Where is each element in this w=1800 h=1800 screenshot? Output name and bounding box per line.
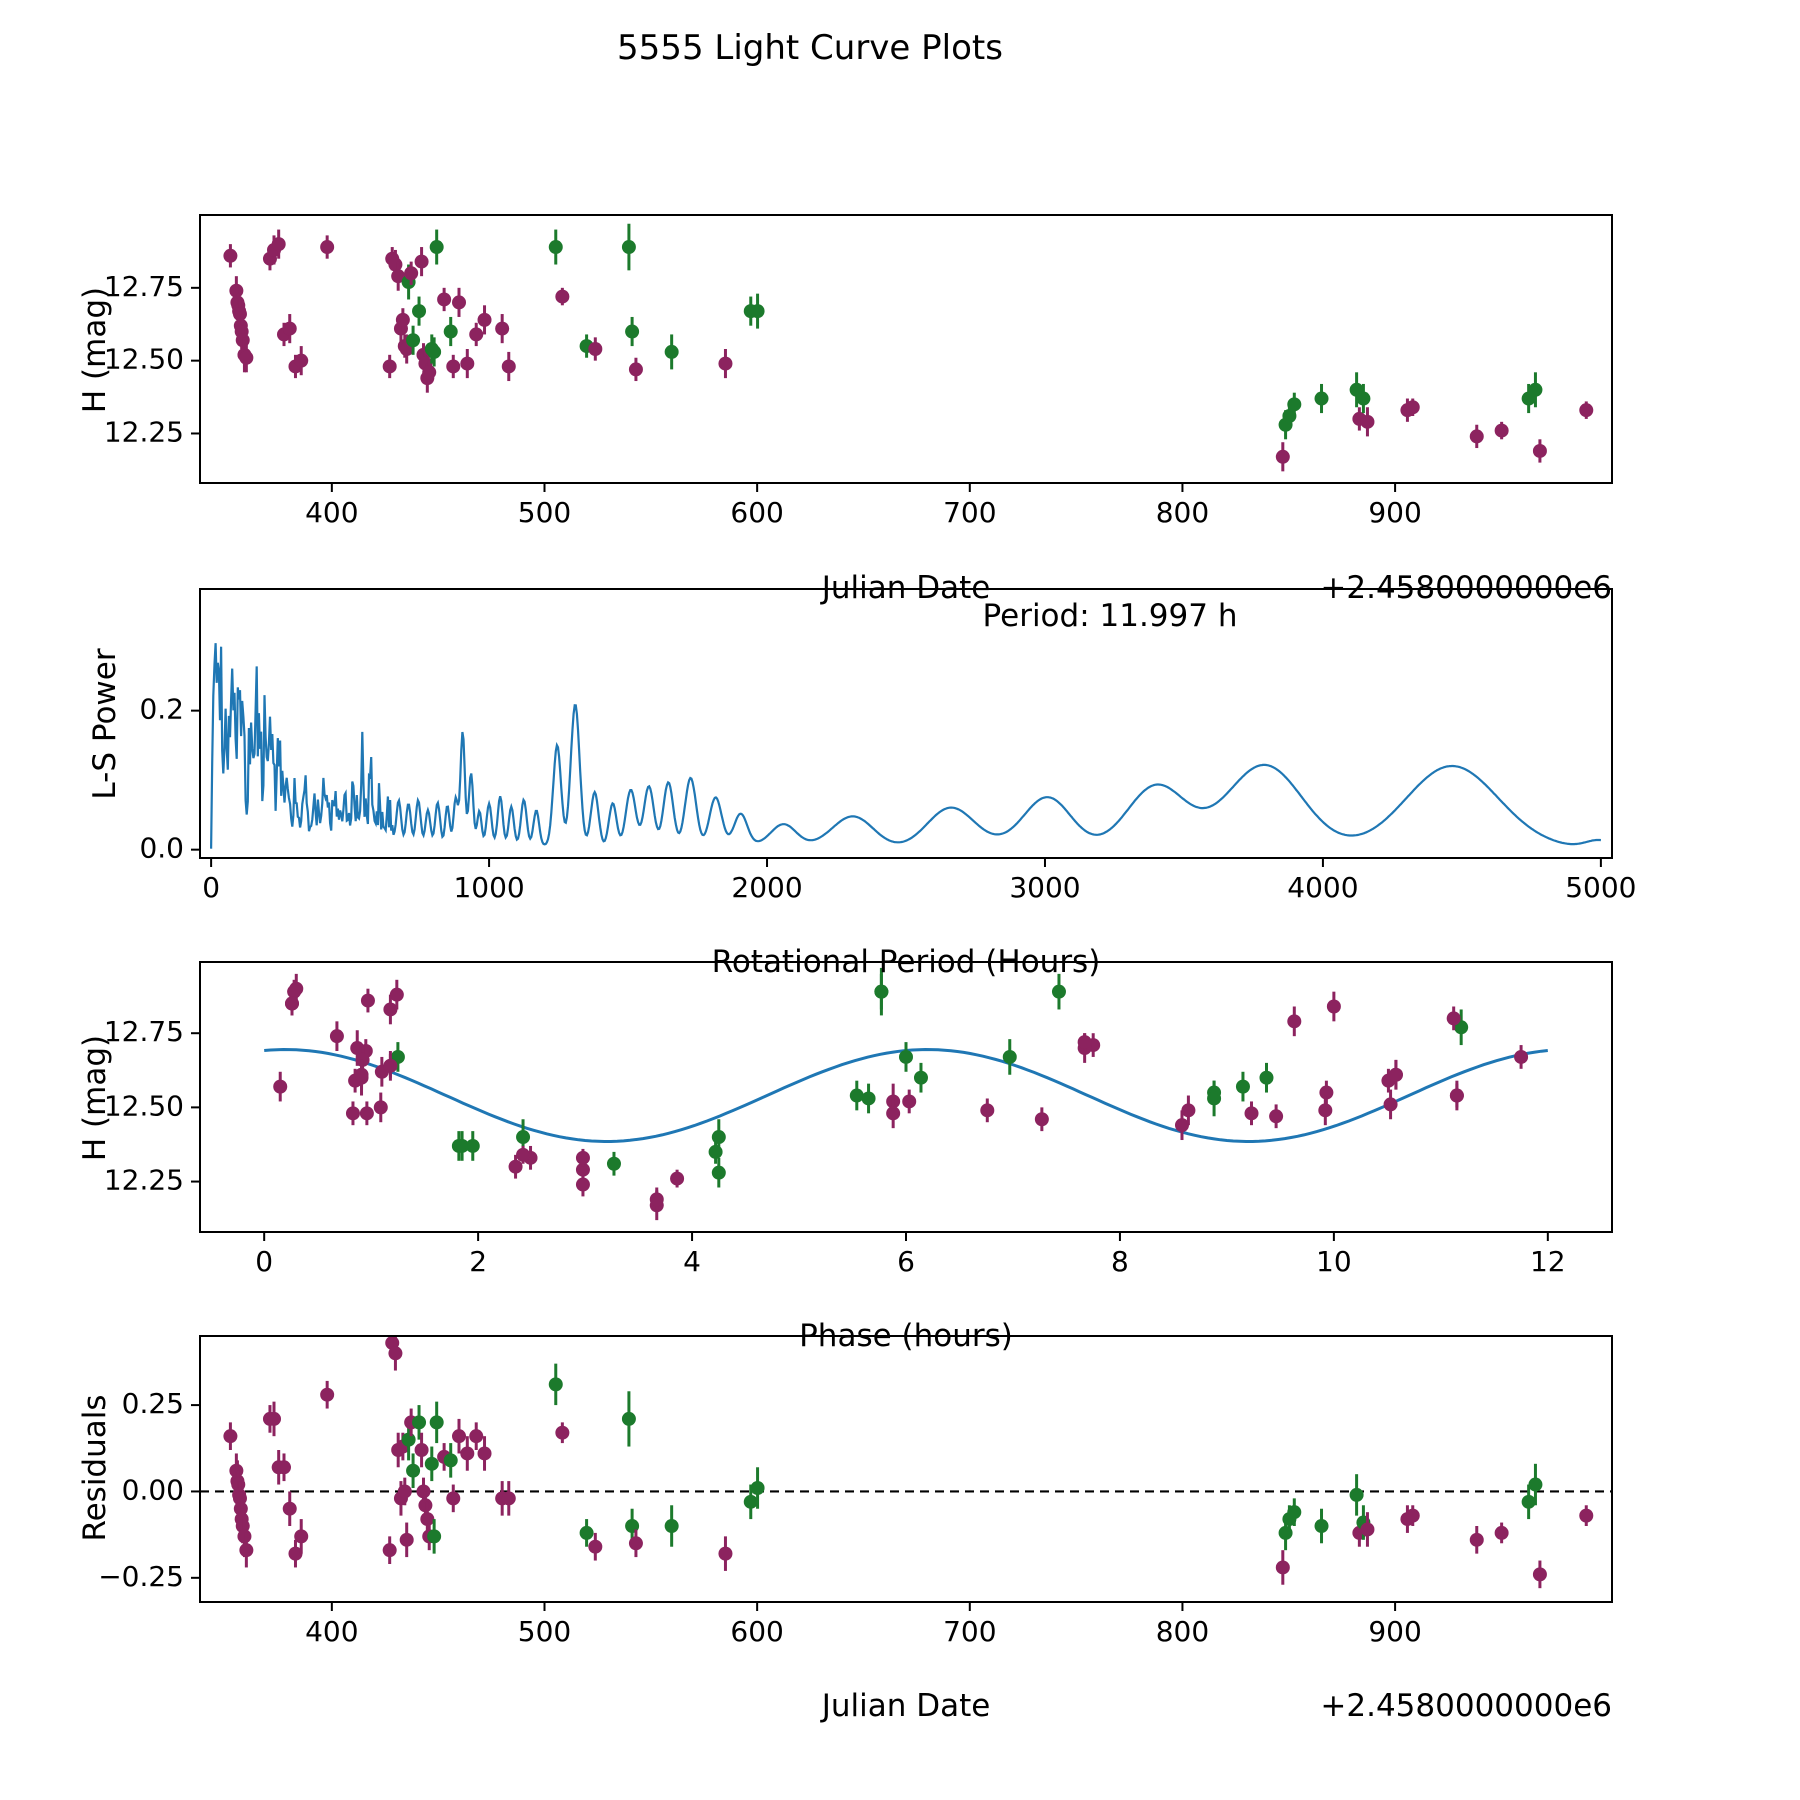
data-point (509, 1160, 523, 1174)
y-tick-label: 12.50 (103, 342, 184, 376)
data-point (294, 354, 308, 368)
data-point (1327, 1000, 1341, 1014)
data-point (1287, 397, 1301, 411)
periodogram-line (211, 643, 1601, 849)
data-point (718, 357, 732, 371)
data-point (549, 1377, 563, 1391)
data-point (1052, 985, 1066, 999)
data-point (1276, 450, 1290, 464)
data-point (744, 1495, 758, 1509)
data-point (850, 1089, 864, 1103)
data-point (718, 1547, 732, 1561)
data-point (294, 1529, 308, 1543)
data-point (420, 1512, 434, 1526)
data-point (346, 1106, 360, 1120)
data-point (390, 988, 404, 1002)
data-point (1350, 1488, 1364, 1502)
periodogram-ylabel: L-S Power (87, 648, 123, 800)
data-point (360, 1106, 374, 1120)
data-point (1495, 424, 1509, 438)
data-point (320, 240, 334, 254)
data-point (1384, 1097, 1398, 1111)
data-point (1495, 1526, 1509, 1540)
x-tick-label: 5000 (1565, 870, 1637, 904)
data-point (502, 1491, 516, 1505)
data-point (712, 1166, 726, 1180)
data-point (1579, 403, 1593, 417)
periodogram-plot-area (211, 643, 1601, 849)
period-annotation: Period: 11.997 h (982, 598, 1238, 634)
data-point (629, 362, 643, 376)
data-point (576, 1178, 590, 1192)
periodogram-xlabel: Rotational Period (Hours) (711, 944, 1101, 980)
x-tick-label: 4 (683, 1244, 701, 1278)
lightcurve-x-offset: +2.4580000000e6 (1320, 570, 1612, 606)
x-tick-label: 3000 (1009, 870, 1081, 904)
data-point (469, 1429, 483, 1443)
data-point (1003, 1050, 1017, 1064)
data-point (285, 997, 299, 1011)
data-point (444, 1453, 458, 1467)
x-tick-label: 800 (1155, 495, 1210, 529)
data-point (267, 1412, 281, 1426)
data-point (1078, 1035, 1092, 1049)
data-point (622, 240, 636, 254)
data-point (495, 322, 509, 336)
residuals-x-offset: +2.4580000000e6 (1320, 1688, 1612, 1724)
data-point (437, 292, 451, 306)
data-point (283, 322, 297, 336)
data-point (862, 1091, 876, 1105)
data-point (1207, 1091, 1221, 1105)
y-tick-label: 0.2 (139, 692, 184, 726)
data-point (1276, 1560, 1290, 1574)
data-point (886, 1106, 900, 1120)
data-point (516, 1148, 530, 1162)
data-point (502, 359, 516, 373)
data-point (430, 1415, 444, 1429)
data-point (1522, 1495, 1536, 1509)
phase-xlabel: Phase (hours) (799, 1318, 1013, 1354)
data-point (1287, 1014, 1301, 1028)
data-point (576, 1151, 590, 1165)
data-point (629, 1536, 643, 1550)
data-point (555, 1426, 569, 1440)
data-point (412, 1415, 426, 1429)
data-point (406, 333, 420, 347)
data-point (478, 1446, 492, 1460)
y-tick-label: 12.25 (103, 415, 184, 449)
data-point (899, 1050, 913, 1064)
data-point (223, 1429, 237, 1443)
data-point (383, 1002, 397, 1016)
data-point (1470, 429, 1484, 443)
data-point (416, 1484, 430, 1498)
data-point (751, 304, 765, 318)
data-point (452, 1429, 466, 1443)
x-tick-label: 2000 (731, 870, 803, 904)
residuals-ylabel: Residuals (77, 1394, 113, 1542)
data-point (751, 1481, 765, 1495)
data-point (398, 1484, 412, 1498)
data-point (588, 342, 602, 356)
data-point (1245, 1106, 1259, 1120)
x-tick-label: 600 (730, 1614, 784, 1648)
data-point (607, 1157, 621, 1171)
x-tick-label: 900 (1368, 1614, 1422, 1648)
data-point (427, 1529, 441, 1543)
x-tick-label: 1000 (453, 870, 525, 904)
data-point (446, 359, 460, 373)
x-tick-label: 800 (1155, 1614, 1210, 1648)
figure-title: 5555 Light Curve Plots (617, 28, 1003, 68)
data-point (1259, 1071, 1273, 1085)
data-point (980, 1103, 994, 1117)
data-point (272, 237, 286, 251)
data-point (388, 258, 402, 272)
phase-plot-area (264, 968, 1548, 1220)
data-point (237, 1529, 251, 1543)
data-point (383, 1059, 397, 1073)
data-point (383, 359, 397, 373)
data-point (712, 1130, 726, 1144)
data-point (1406, 1509, 1420, 1523)
lightcurve-ylabel: H (mag) (77, 286, 113, 414)
data-point (287, 985, 301, 999)
data-point (588, 1540, 602, 1554)
data-point (1181, 1103, 1195, 1117)
data-point (1533, 1567, 1547, 1581)
data-point (670, 1172, 684, 1186)
data-point (665, 1519, 679, 1533)
y-tick-label: 0.25 (121, 1387, 184, 1421)
data-point (239, 351, 253, 365)
data-point (415, 1443, 429, 1457)
data-point (1287, 1505, 1301, 1519)
data-point (549, 240, 563, 254)
data-point (383, 1543, 397, 1557)
data-point (1318, 1103, 1332, 1117)
y-tick-label: 12.25 (103, 1163, 184, 1197)
data-point (902, 1094, 916, 1108)
data-point (404, 266, 418, 280)
y-tick-label: 0.0 (139, 831, 184, 865)
data-point (402, 1433, 416, 1447)
x-tick-label: 8 (1111, 1244, 1129, 1278)
data-point (355, 1068, 369, 1082)
x-tick-label: 400 (305, 495, 359, 529)
data-point (1356, 392, 1370, 406)
phase-ylabel: H (mag) (77, 1034, 113, 1162)
x-tick-label: 4000 (1287, 870, 1359, 904)
data-point (460, 1446, 474, 1460)
data-point (430, 240, 444, 254)
data-point (1406, 400, 1420, 414)
y-tick-label: 12.75 (103, 1015, 184, 1049)
data-point (223, 249, 237, 263)
data-point (1315, 1519, 1329, 1533)
data-point (452, 1139, 466, 1153)
y-tick-label: 12.50 (103, 1089, 184, 1123)
lightcurve-plot-area (223, 224, 1593, 472)
data-point (396, 313, 410, 327)
x-tick-label: 600 (730, 495, 784, 529)
y-tick-label: 0.00 (121, 1473, 184, 1507)
data-point (622, 1412, 636, 1426)
data-point (874, 985, 888, 999)
data-point (1514, 1050, 1528, 1064)
lightcurve-xlabel: Julian Date (821, 570, 991, 606)
data-point (1528, 1478, 1542, 1492)
y-tick-label: −0.25 (98, 1559, 184, 1593)
data-point (425, 1457, 439, 1471)
data-point (427, 345, 441, 359)
data-point (1035, 1112, 1049, 1126)
data-point (406, 1464, 420, 1478)
data-point (418, 1498, 432, 1512)
data-point (330, 1029, 344, 1043)
data-point (422, 365, 436, 379)
data-point (460, 357, 474, 371)
data-point (277, 1460, 291, 1474)
data-point (1470, 1533, 1484, 1547)
data-point (625, 325, 639, 339)
data-point (914, 1071, 928, 1085)
x-tick-label: 2 (469, 1244, 488, 1278)
data-point (320, 1388, 334, 1402)
data-point (400, 1533, 414, 1547)
x-tick-label: 6 (897, 1244, 915, 1278)
data-point (1360, 415, 1374, 429)
residuals-xlabel: Julian Date (821, 1688, 991, 1724)
data-point (650, 1192, 664, 1206)
data-point (273, 1080, 287, 1094)
data-point (1450, 1089, 1464, 1103)
data-point (580, 1526, 594, 1540)
data-point (478, 313, 492, 327)
x-tick-label: 0 (255, 1244, 274, 1278)
x-tick-label: 500 (517, 495, 572, 529)
x-tick-label: 700 (943, 495, 997, 529)
data-point (412, 304, 426, 318)
data-point (415, 255, 429, 269)
data-point (1360, 1522, 1374, 1536)
data-point (1528, 383, 1542, 397)
x-tick-label: 400 (305, 1614, 359, 1648)
x-tick-label: 10 (1316, 1244, 1352, 1278)
data-point (446, 1491, 460, 1505)
data-point (374, 1100, 388, 1114)
y-tick-label: 12.75 (103, 269, 184, 303)
data-point (1315, 392, 1329, 406)
x-tick-label: 500 (517, 1614, 572, 1648)
x-tick-label: 12 (1529, 1244, 1566, 1278)
data-point (1389, 1068, 1403, 1082)
data-point (1447, 1011, 1461, 1025)
data-point (1269, 1109, 1283, 1123)
data-point (516, 1130, 530, 1144)
data-point (361, 994, 375, 1008)
x-tick-label: 900 (1368, 495, 1422, 529)
data-point (283, 1502, 297, 1516)
residuals-plot-area (200, 1329, 1612, 1588)
data-point (469, 327, 483, 341)
data-point (1533, 444, 1547, 458)
data-point (1236, 1080, 1250, 1094)
data-point (239, 1543, 253, 1557)
data-point (1579, 1509, 1593, 1523)
data-point (709, 1145, 723, 1159)
data-point (1175, 1118, 1189, 1132)
data-point (665, 345, 679, 359)
x-tick-label: 700 (943, 1614, 997, 1648)
data-point (444, 325, 458, 339)
x-tick-label: 0 (202, 870, 221, 904)
data-point (452, 295, 466, 309)
data-point (555, 290, 569, 304)
